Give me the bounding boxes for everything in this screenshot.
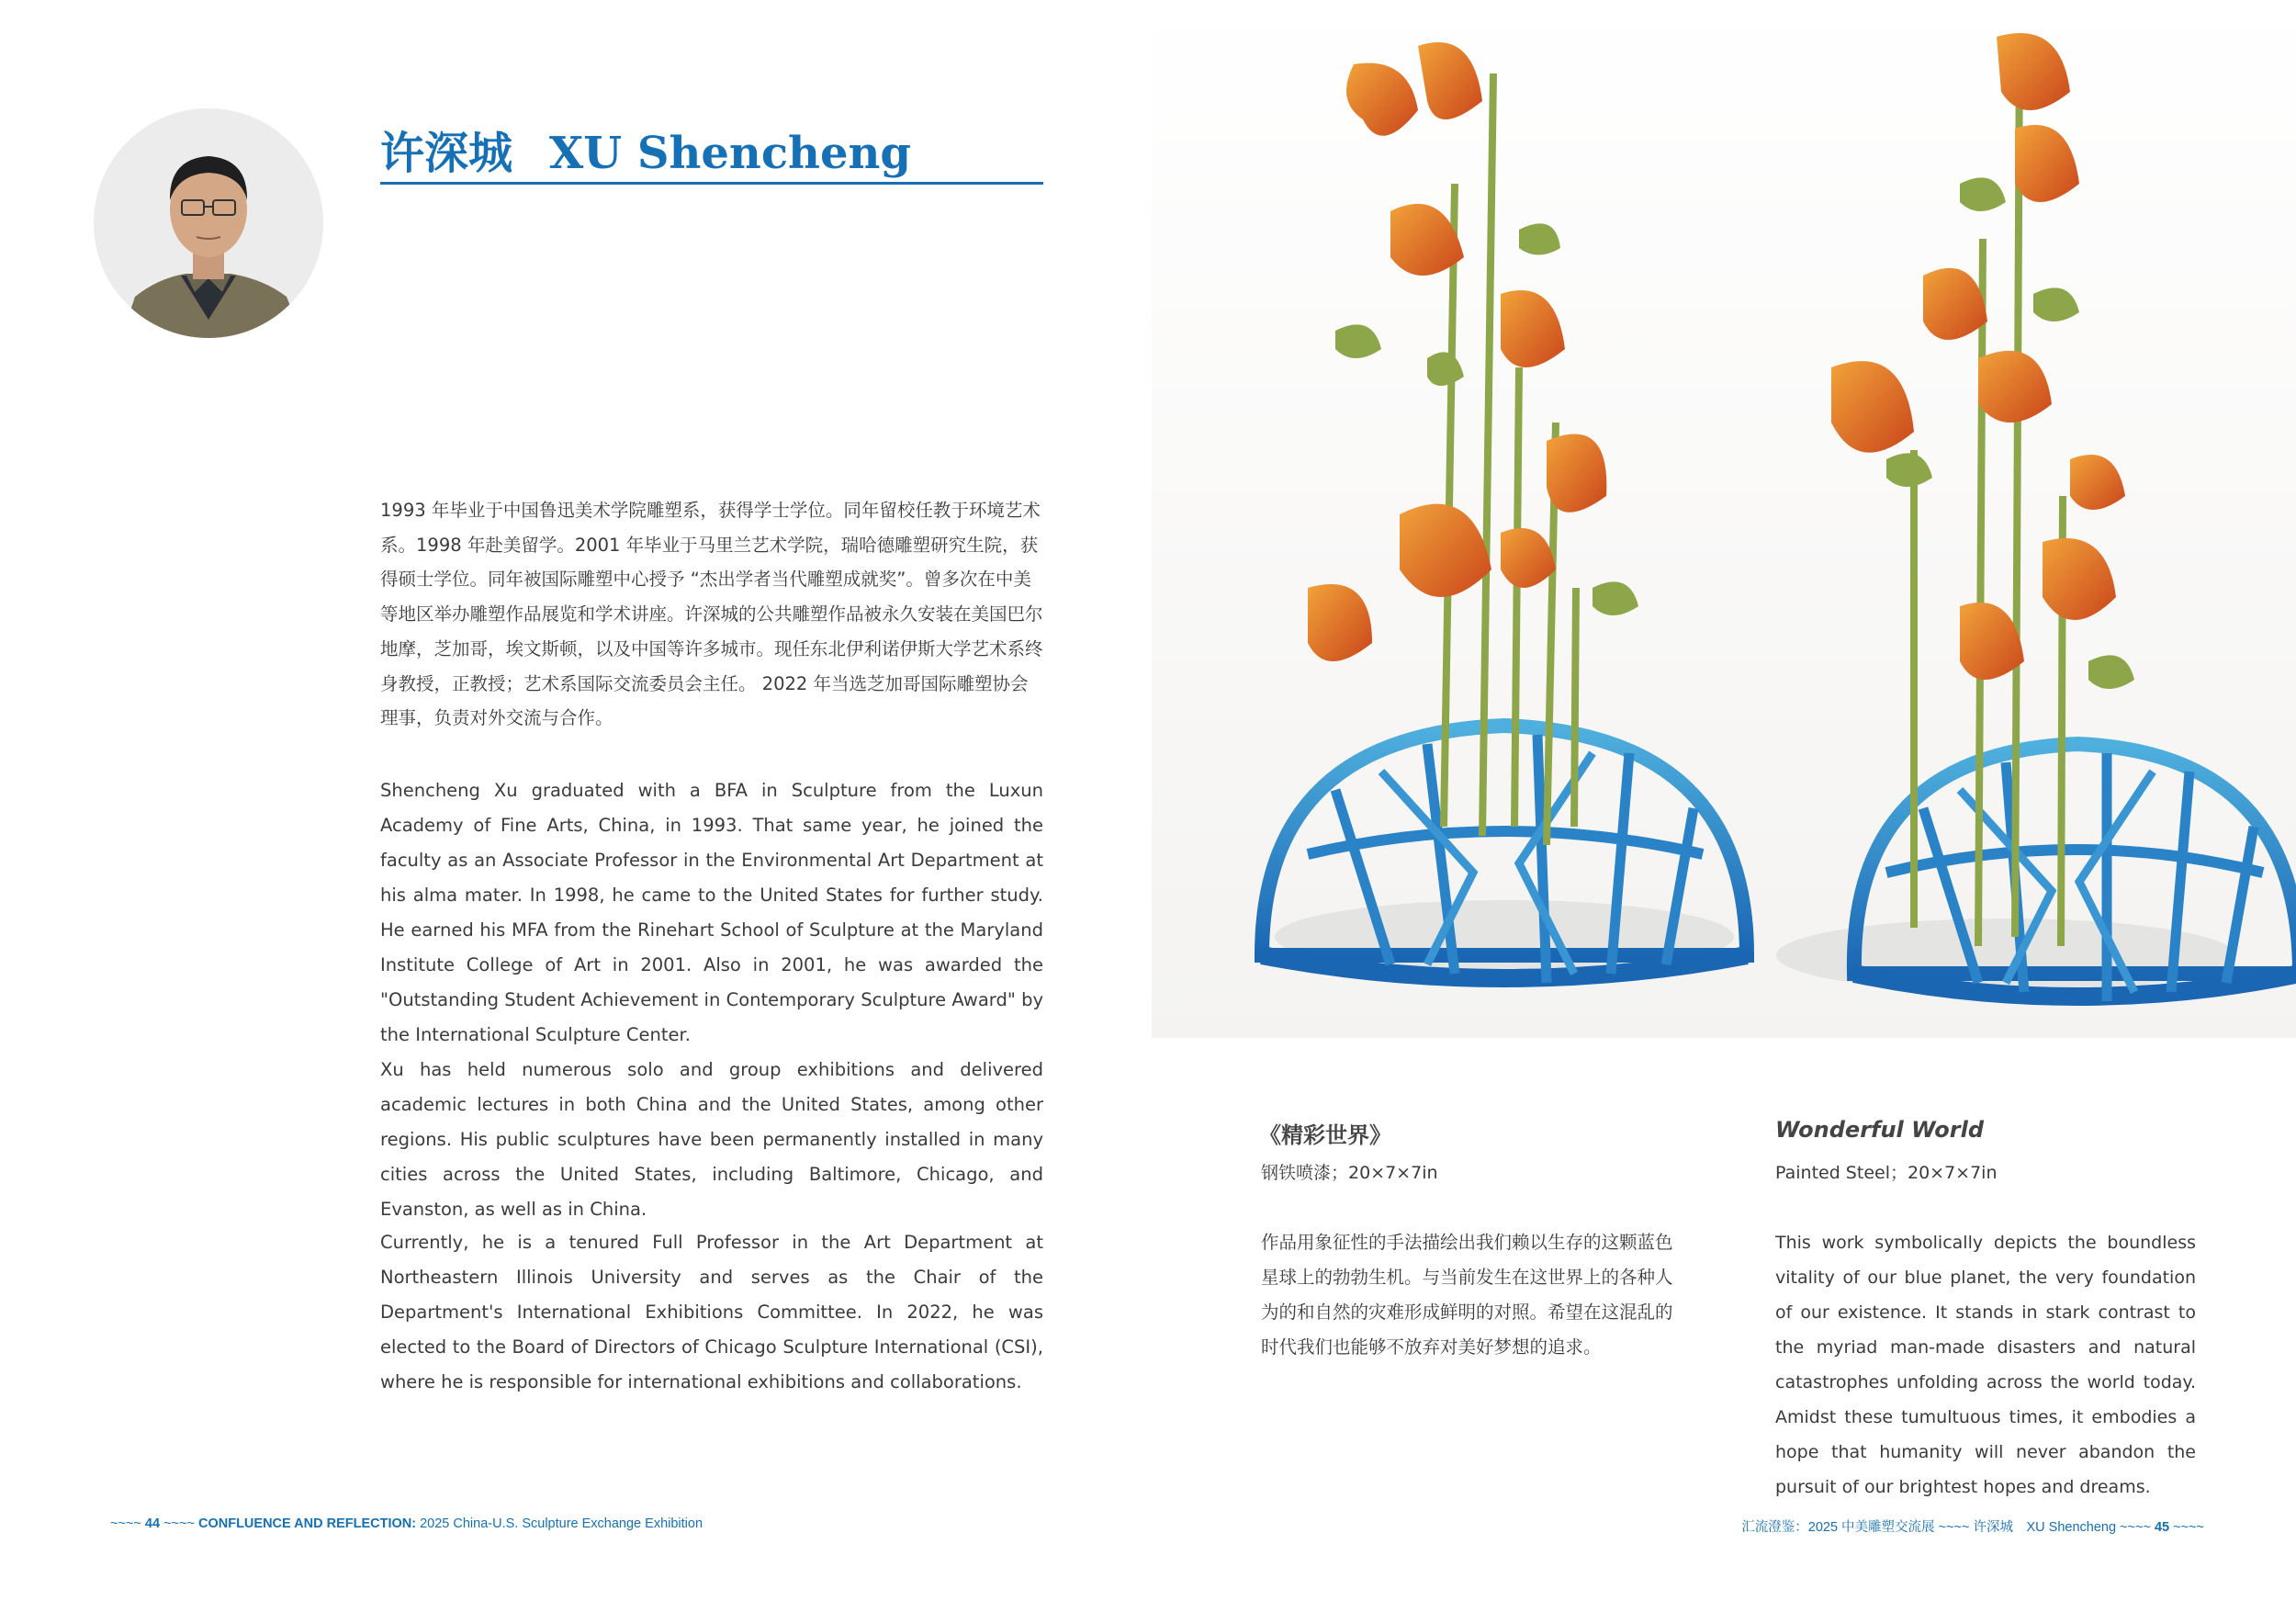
footer-left-tilde-a: ~~~~ bbox=[110, 1516, 145, 1531]
artwork-title-en: Wonderful World bbox=[1775, 1117, 1985, 1143]
exhibition-title: CONFLUENCE AND REFLECTION: bbox=[197, 1516, 417, 1531]
page-number-right: 45 bbox=[2154, 1520, 2170, 1535]
bio-english-paragraph-1: Shencheng Xu graduated with a BFA in Sculpture from the Luxun Academy of Fine Arts, China, in 1993. That same year, he joined the faculty as an Associate Professor in the Environmental Art Department at his alma mater. In 1998, he came to the United States for further study. He earned his MFA from the Rinehart School of Sculpture at the Maryland Institute College of Art in 2001. Also in 2001, he was awarded the "Outstanding Student Achievement in Contemporary Sculpture Award" by the International Sculpture Center. bbox=[380, 780, 1043, 1045]
artist-portrait bbox=[94, 108, 323, 338]
footer-left bbox=[110, 1516, 703, 1531]
artist-name-en: XU Shencheng bbox=[549, 128, 911, 179]
exhibition-subtitle: 2025 China-U.S. Sculpture Exchange Exhibition bbox=[416, 1516, 703, 1531]
bio-english-paragraph-2: Xu has held numerous solo and group exhibitions and delivered academic lectures in both China and the United States, among other regions. His public sculptures have been permanently installed in many cities across the United States, including Baltimore, Chicago, and Evanston, as well as in China. bbox=[380, 1059, 1043, 1220]
artwork-description-en: This work symbolically depicts the boundless vitality of our blue planet, the very foundation of our existence. It stands in stark contrast to the myriad man-made disasters and natural catastrophes unfolding across the world today. Amidst these tumultuous times, it embodies a hope that humanity will never abandon the pursuit of our brightest hopes and dreams. bbox=[1775, 1233, 2196, 1497]
sculpture-photo bbox=[1152, 0, 2296, 1038]
artist-title bbox=[380, 118, 911, 181]
title-divider bbox=[380, 182, 1043, 185]
bio-chinese: 1993 年毕业于中国鲁迅美术学院雕塑系，获得学士学位。同年留校任教于环境艺术系。1998 年赴美留学。2001 年毕业于马里兰艺术学院，瑞哈德雕塑研究生院，获得硕士学位。同年被国际雕塑中心授予 “杰出学者当代雕塑成就奖”。曾多次在中美等地区举办雕塑作品展览和学术讲座。许深城的公共雕塑作品被永久安装在美国巴尔地摩，芝加哥，埃文斯顿，以及中国等许多城市。现任东北伊利诺伊斯大学艺术系终身教授，正教授；艺术系国际交流委员会主任。 2022 年当选芝加哥国际雕塑协会理事，负责对外交流与合作。 bbox=[380, 500, 1043, 729]
artwork-photo bbox=[1152, 0, 2296, 1038]
page-number-left: 44 bbox=[144, 1516, 161, 1531]
footer-right bbox=[1741, 1516, 2204, 1536]
artwork-description-cn: 作品用象征性的手法描绘出我们赖以生存的这颗蓝色星球上的勃勃生机。与当前发生在这世界上的各种人为的和自然的灾难形成鲜明的对照。希望在这混乱的时代我们也能够不放弃对美好梦想的追求。 bbox=[1261, 1232, 1673, 1358]
footer-left-tilde-b: ~~~~ bbox=[160, 1516, 198, 1531]
artwork-media-cn: 钢铁喷漆；20×7×7in bbox=[1261, 1163, 1438, 1183]
bio-english-paragraph-3: Currently, he is a tenured Full Professor in the Art Department at Northeastern Illinois University and serves as the Chair of the Department's International Exhibitions Committee. In 2022, he was elected to the Board of Directors of Chicago Sculpture International (CSI), where he is responsible for international exhibitions and collaborations. bbox=[380, 1232, 1043, 1392]
artist-portrait-photo bbox=[94, 108, 323, 338]
footer-right-text: 汇流澄鉴：2025 中美雕塑交流展 ~~~~ 许深城 XU Shencheng ~~~~ bbox=[1741, 1520, 2155, 1535]
artwork-title-cn: 《精彩世界》 bbox=[1259, 1122, 1391, 1148]
artwork-media-en: Painted Steel；20×7×7in bbox=[1775, 1163, 1998, 1183]
artist-name-cn: 许深城 bbox=[380, 128, 513, 179]
footer-right-tilde: ~~~~ bbox=[2169, 1520, 2204, 1535]
